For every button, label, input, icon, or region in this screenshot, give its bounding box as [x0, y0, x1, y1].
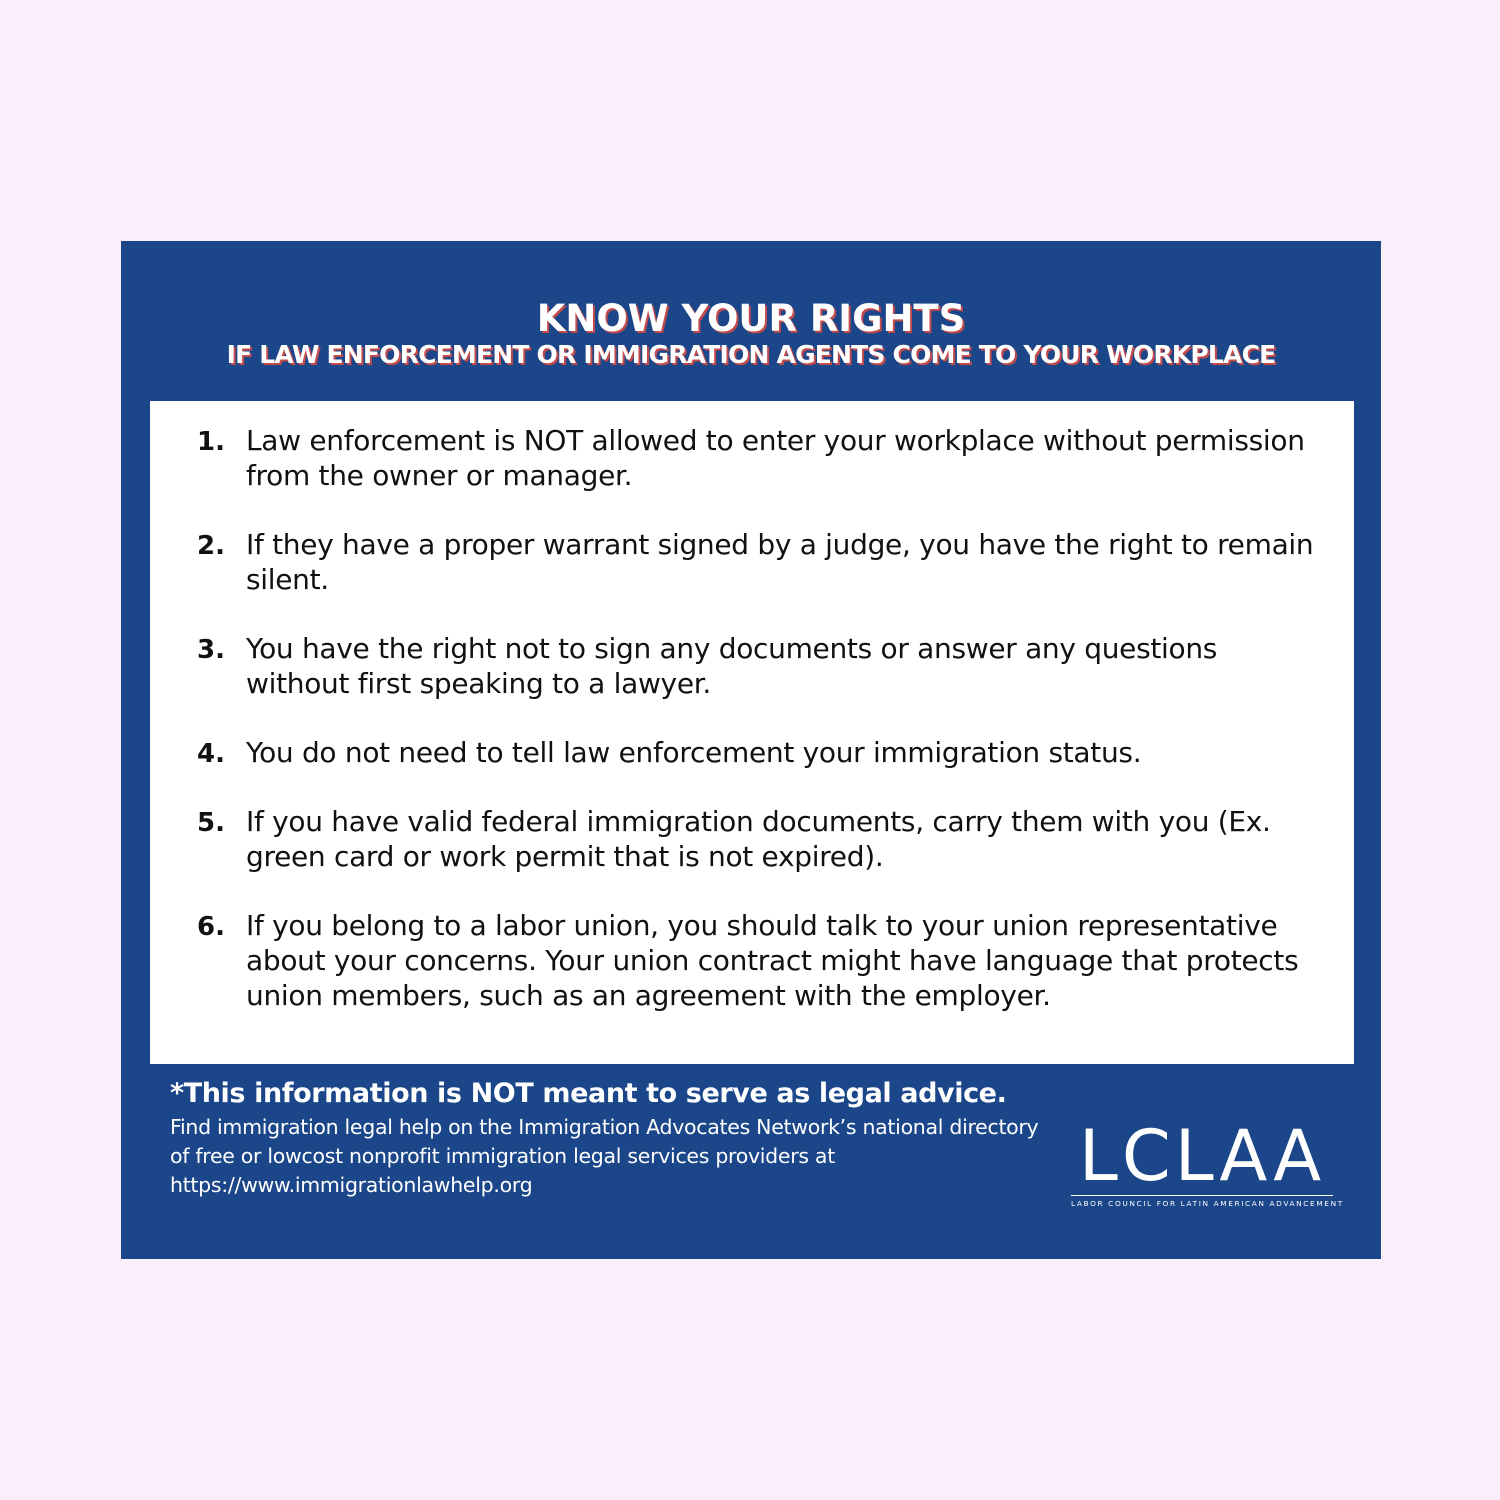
- logo-tagline: LABOR COUNCIL FOR LATIN AMERICAN ADVANCEMENT: [1071, 1195, 1333, 1209]
- rights-list-item: [150, 908, 1354, 1013]
- rights-list-item: [150, 735, 1354, 770]
- item-number: 3.: [197, 635, 225, 665]
- item-text: You have the right not to sign any documents or answer any questions without first speaking to a lawyer.: [246, 632, 1218, 700]
- card-header: [121, 297, 1381, 371]
- item-text: If they have a proper warrant signed by a judge, you have the right to remain silent.: [246, 528, 1314, 596]
- legal-help-text: Find immigration legal help on the Immigration Advocates Network’s national directory of free or lowcost nonprofit immigration legal services providers at https://www.immigrationlawhelp.org: [170, 1115, 1039, 1197]
- page-subtitle: IF LAW ENFORCEMENT OR IMMIGRATION AGENTS COME TO YOUR WORKPLACE: [226, 340, 1276, 369]
- item-text: You do not need to tell law enforcement your immigration status.: [246, 736, 1142, 769]
- item-number: 2.: [197, 531, 225, 561]
- lclaa-logo: [1071, 1115, 1344, 1209]
- item-text: If you belong to a labor union, you should talk to your union representative about your concerns. Your union contract might have language that protects union members, such as an agreement with the employer.: [246, 909, 1299, 1012]
- rights-list-item: [150, 423, 1354, 493]
- logo-wordmark: LCLAA: [1078, 1115, 1326, 1197]
- rights-list-item: [150, 631, 1354, 701]
- page-title: KNOW YOUR RIGHTS: [536, 297, 966, 340]
- item-text: Law enforcement is NOT allowed to enter your workplace without permission from the owner or manager.: [246, 424, 1305, 492]
- card-footer: [170, 1077, 1050, 1200]
- rights-list-item: [150, 804, 1354, 874]
- item-text: If you have valid federal immigration documents, carry them with you (Ex. green card or work permit that is not expired).: [246, 805, 1271, 873]
- item-number: 6.: [197, 912, 225, 942]
- item-number: 5.: [197, 808, 225, 838]
- legal-disclaimer: *This information is NOT meant to serve as legal advice.: [170, 1078, 1007, 1109]
- rights-list-item: [150, 527, 1354, 597]
- item-number: 4.: [197, 739, 225, 769]
- item-number: 1.: [197, 427, 225, 457]
- know-your-rights-card: [121, 241, 1381, 1259]
- rights-list: [150, 423, 1354, 1047]
- rights-panel: [150, 401, 1354, 1064]
